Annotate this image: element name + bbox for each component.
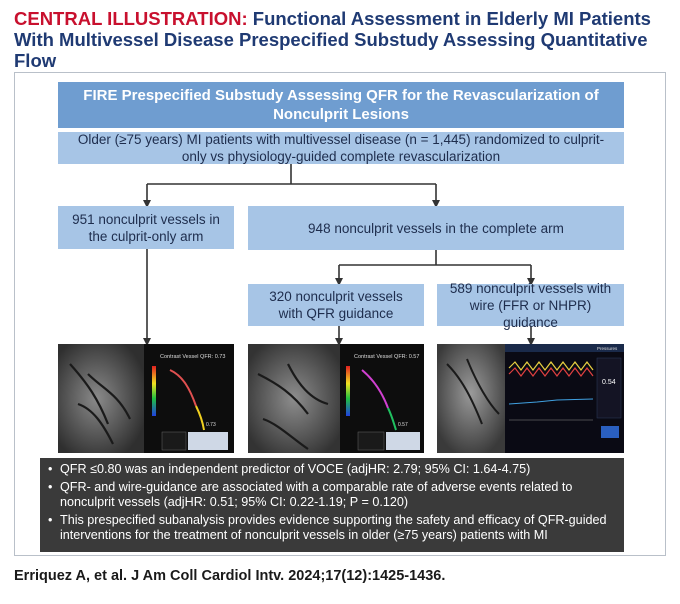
culprit-only-box: 951 nonculprit vessels in the culprit-only arm <box>58 206 234 249</box>
population-box: Older (≥75 years) MI patients with multivessel disease (n = 1,445) randomized to culprit-only vs physiology-guided complete revascularization <box>58 132 624 164</box>
title-line-2: With Multivessel Disease Prespecified Substudy Assessing Quantitative Flow <box>14 29 648 71</box>
panel1-title: Contrast Vessel QFR: 0.73 <box>160 354 226 360</box>
panel3-title: Pressures <box>597 346 618 351</box>
bullet-icon: • <box>48 513 53 527</box>
panel3-value: 0.54 <box>602 379 616 386</box>
bullet-icon: • <box>48 480 53 494</box>
key-findings-box <box>40 458 624 552</box>
title-prefix: CENTRAL ILLUSTRATION: <box>14 8 248 29</box>
finding-text-2: QFR- and wire-guidance are associated with a comparable rate of adverse events related to nonculprit vessels (adjHR: 0.51; 95% CI: 0.22-1.19; P = 0.120) <box>60 480 573 509</box>
study-title-box: FIRE Prespecified Substudy Assessing QFR for the Revascularization of Nonculprit Lesions <box>58 82 624 128</box>
title-text-1: Functional Assessment in Elderly MI Patients <box>252 8 651 29</box>
wire-guidance-box: 589 nonculprit vessels with wire (FFR or NHPR) guidance <box>437 284 624 326</box>
finding-text-1: QFR ≤0.80 was an independent predictor of VOCE (adjHR: 2.79; 95% CI: 1.64-4.75) <box>60 462 531 476</box>
finding-item <box>48 462 616 477</box>
qfr-guidance-box: 320 nonculprit vessels with QFR guidance <box>248 284 424 326</box>
wire-pressure-tracing-image <box>437 344 624 453</box>
panel1-value: 0.73 <box>206 422 216 428</box>
finding-item <box>48 513 616 543</box>
panel2-title: Contrast Vessel QFR: 0.57 <box>354 354 420 360</box>
citation: Erriquez A, et al. J Am Coll Cardiol Intv. 2024;17(12):1425-1436. <box>14 568 446 584</box>
panel2-value: 0.57 <box>398 422 408 428</box>
complete-arm-box: 948 nonculprit vessels in the complete arm <box>248 206 624 250</box>
finding-text-3: This prespecified subanalysis provides evidence supporting the safety and efficacy of QFR-guided interventions for the treatment of nonculprit vessels in older (≥75 years) patients with MI <box>60 513 607 542</box>
bullet-icon: • <box>48 462 53 476</box>
angiography-qfr-image-1 <box>58 344 234 453</box>
finding-item <box>48 480 616 510</box>
angiography-qfr-image-2 <box>248 344 424 453</box>
